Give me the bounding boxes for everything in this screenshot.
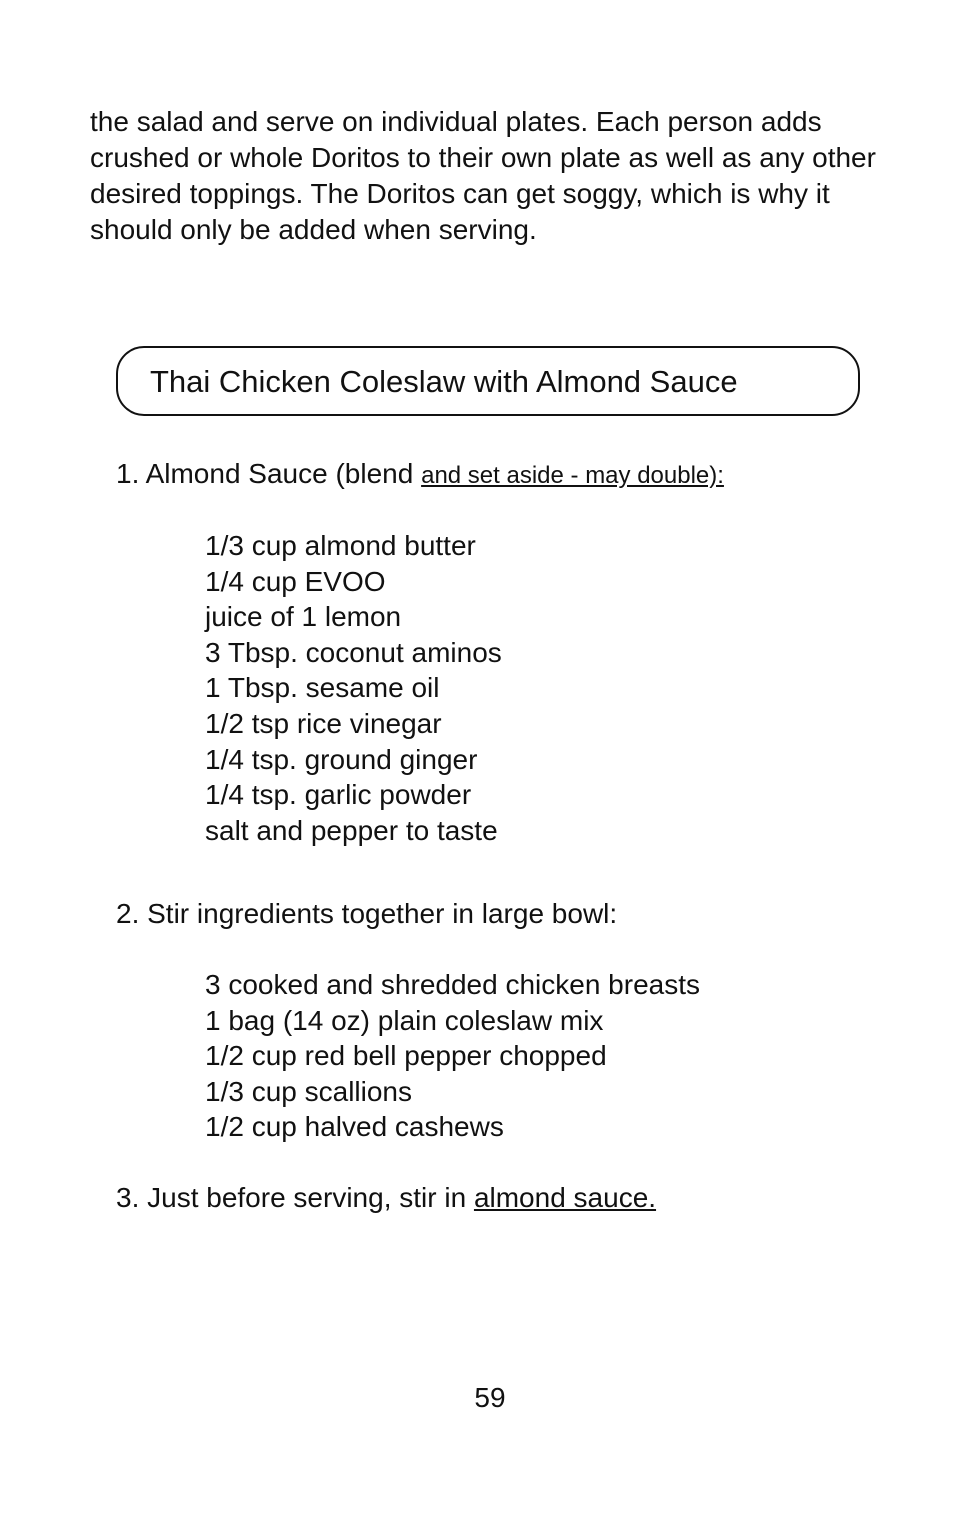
ingredient-item: 1/4 tsp. ground ginger <box>205 743 478 775</box>
ingredient-item: 1/3 cup almond butter <box>205 530 476 561</box>
intro-paragraph: the salad and serve on individual plates. Each person adds crushed or whole Doritos to their own plate as well as any other desired toppings. The Doritos can get soggy, which is why it should only be added when serving. <box>90 106 876 245</box>
ingredient-item: juice of 1 lemon <box>205 601 402 633</box>
step-2-text: 2. Stir ingredients together in large bowl: <box>116 898 618 929</box>
ingredient-item: 1/2 tsp rice vinegar <box>205 707 442 739</box>
step-1-text: 1. Almond Sauce (blend <box>116 458 422 489</box>
step-1 <box>116 456 724 494</box>
ingredient-item: 1 Tbsp. sesame oil <box>205 672 440 704</box>
step-2 <box>116 896 617 932</box>
ingredient-item: 1/2 cup halved cashews <box>205 1111 504 1143</box>
ingredient-item: 1/4 cup EVOO <box>205 565 386 597</box>
ingredient-item: 3 cooked and shredded chicken breasts <box>205 969 700 1000</box>
ingredient-item: 1/3 cup scallions <box>205 1075 413 1107</box>
ingredient-item: salt and pepper to taste <box>205 814 498 846</box>
step-3 <box>116 1180 656 1216</box>
ingredient-item: 1/4 tsp. garlic powder <box>205 779 472 811</box>
salad-ingredient-list <box>205 967 700 1145</box>
page-number: 59 <box>474 1382 506 1413</box>
step-1-detail: and set aside - may double): <box>421 462 724 489</box>
recipe-title: Thai Chicken Coleslaw with Almond Sauce <box>150 364 738 399</box>
ingredient-item: 1 bag (14 oz) plain coleslaw mix <box>205 1004 604 1036</box>
ingredient-item: 1/2 cup red bell pepper chopped <box>205 1040 607 1072</box>
step-3-underlined: almond sauce. <box>473 1182 657 1213</box>
almond-sauce-ingredient-list <box>205 528 502 848</box>
step-3-text: 3. Just before serving, stir in <box>116 1182 474 1213</box>
ingredient-item: 3 Tbsp. coconut aminos <box>205 636 502 668</box>
